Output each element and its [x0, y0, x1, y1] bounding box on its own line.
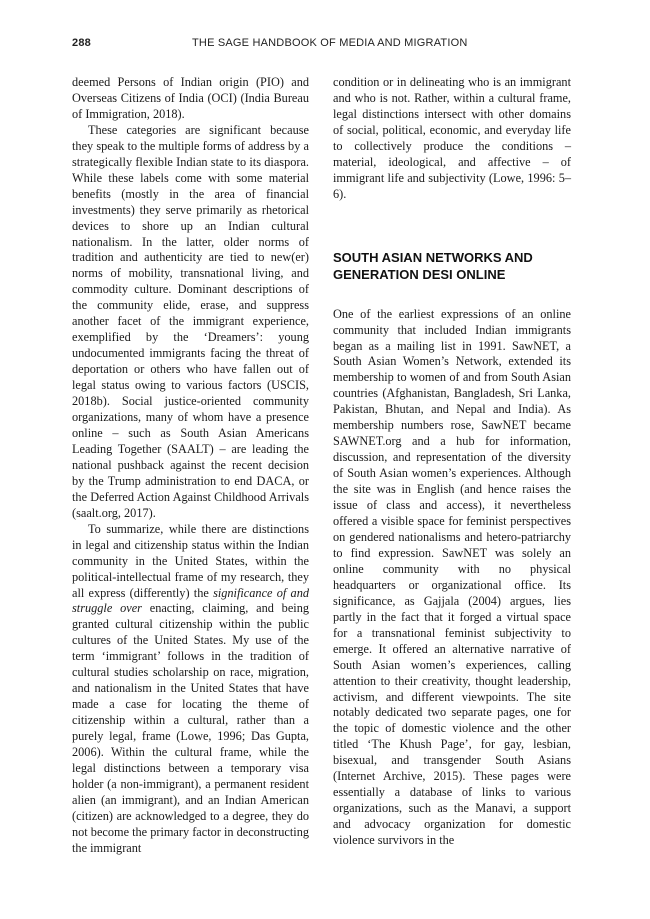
- right-paragraph-1: condition or in delineating who is an immigrant and who is not. Rather, within a cultural frame, legal distinctions intersect with other domains of social, political, economic, and everyday life to collectively produce the conditions – material, ideological, and affective – of immigrant life and subjectivity (Lowe, 1996: 5–6).: [333, 75, 571, 201]
- left-paragraph-3: [72, 522, 309, 857]
- right-paragraph-2: One of the earliest expressions of an online community that included Indian immigrants began as a mailing list in 1991. SawNET, a South Asian Women’s Network, extended its membership to women of and from South Asian countries (Afghanistan, Bangladesh, Sri Lanka, Pakistan, Bhutan, and Nepal and India). As membership numbers rose, SawNET became SAWNET.org and a hub for information, discussion, and representation of the diversity of South Asian women’s experiences. Although the site was in English (and hence raises the issue of class and access), it nevertheless offered a visible space for feminist perspectives on gendered nationalisms and hetero-patriarchy to find expression. SawNET was solely an online community with no physical headquarters or organizational office. Its significance, as Gajjala (2004) argues, lies partly in the fact that it forged a virtual space for a transnational feminist subjectivity to emerge. It offered an alternative narrative of South Asian women’s experiences, calling attention to their creativity, thought leadership, activism, and different viewpoints. The site notably dedicated two separate pages, one for the topic of domestic violence and the other titled ‘The Khush Page’, for gay, lesbian, bisexual, and transgender South Asians (Internet Archive, 2015). These pages were essentially a database of links to various organizations, such as the Manavi, a support and advocacy organization for domestic violence survivors in the: [333, 306, 571, 848]
- section-heading: SOUTH ASIAN NETWORKS AND GENERATION DESI ONLINE: [333, 249, 533, 282]
- page-header: [72, 37, 582, 53]
- running-title: THE SAGE HANDBOOK OF MEDIA AND MIGRATION: [192, 37, 468, 49]
- page-number: 288: [72, 37, 91, 49]
- right-column: [333, 75, 571, 849]
- left-paragraph-1: deemed Persons of Indian origin (PIO) and Overseas Citizens of India (OCI) (India Bureau of Immigration, 2018).: [72, 75, 309, 121]
- left-paragraph-2: These categories are significant because they speak to the multiple forms of address by a strategically flexible Indian state to its diaspora. While these labels come with some material benefits (mostly in the area of financial investments) they serve primarily as rhetorical devices to shore up an Indian cultural nationalism. In the latter, older norms of tradition and authenticity are tied to new(er) norms of mobility, transnational living, and commodity culture. Dominant descriptions of the community elide, erase, and suppress another facet of the immigrant experience, exemplified by the ‘Dreamers’: young undocumented immigrants facing the threat of deportation or others who have fallen out of legal status owing to various factors (USCIS, 2018b). Social justice-oriented community organizations, many of whom have a presence online – such as South Asian Americans Leading Together (SAALT) – are leading the national pushback against the recent decision by the Trump administration to end DACA, or the Deferred Action Against Childhood Arrivals (saalt.org, 2017).: [72, 122, 309, 520]
- left-column: [72, 75, 309, 857]
- left-paragraph-3-italic: significance of and struggle over: [72, 585, 309, 616]
- left-paragraph-3-end: enacting, claiming, and being granted cultural citizenship within the public cultures of the United States. My use of the term ‘immigrant’ follows in the tradition of cultural studies scholarship on race, migration, and nationalism in the United States that have made a case for locating the theme of citizenship within a cultural, rather than a purely legal, frame (Lowe, 1996; Das Gupta, 2006). Within the cultural frame, while the legal distinctions between a temporary visa holder (a non-immigrant), a permanent resident alien (an immigrant), and an Indian American (citizen) are acknowledged to a degree, they do not become the primary factor in deconstructing the immigrant: [72, 601, 310, 855]
- left-paragraph-3-start: To summarize, while there are distinctions in legal and citizenship status within the Indian community in the United States, within the political-intellectual frame of my research, they all express (differently) the: [72, 521, 309, 600]
